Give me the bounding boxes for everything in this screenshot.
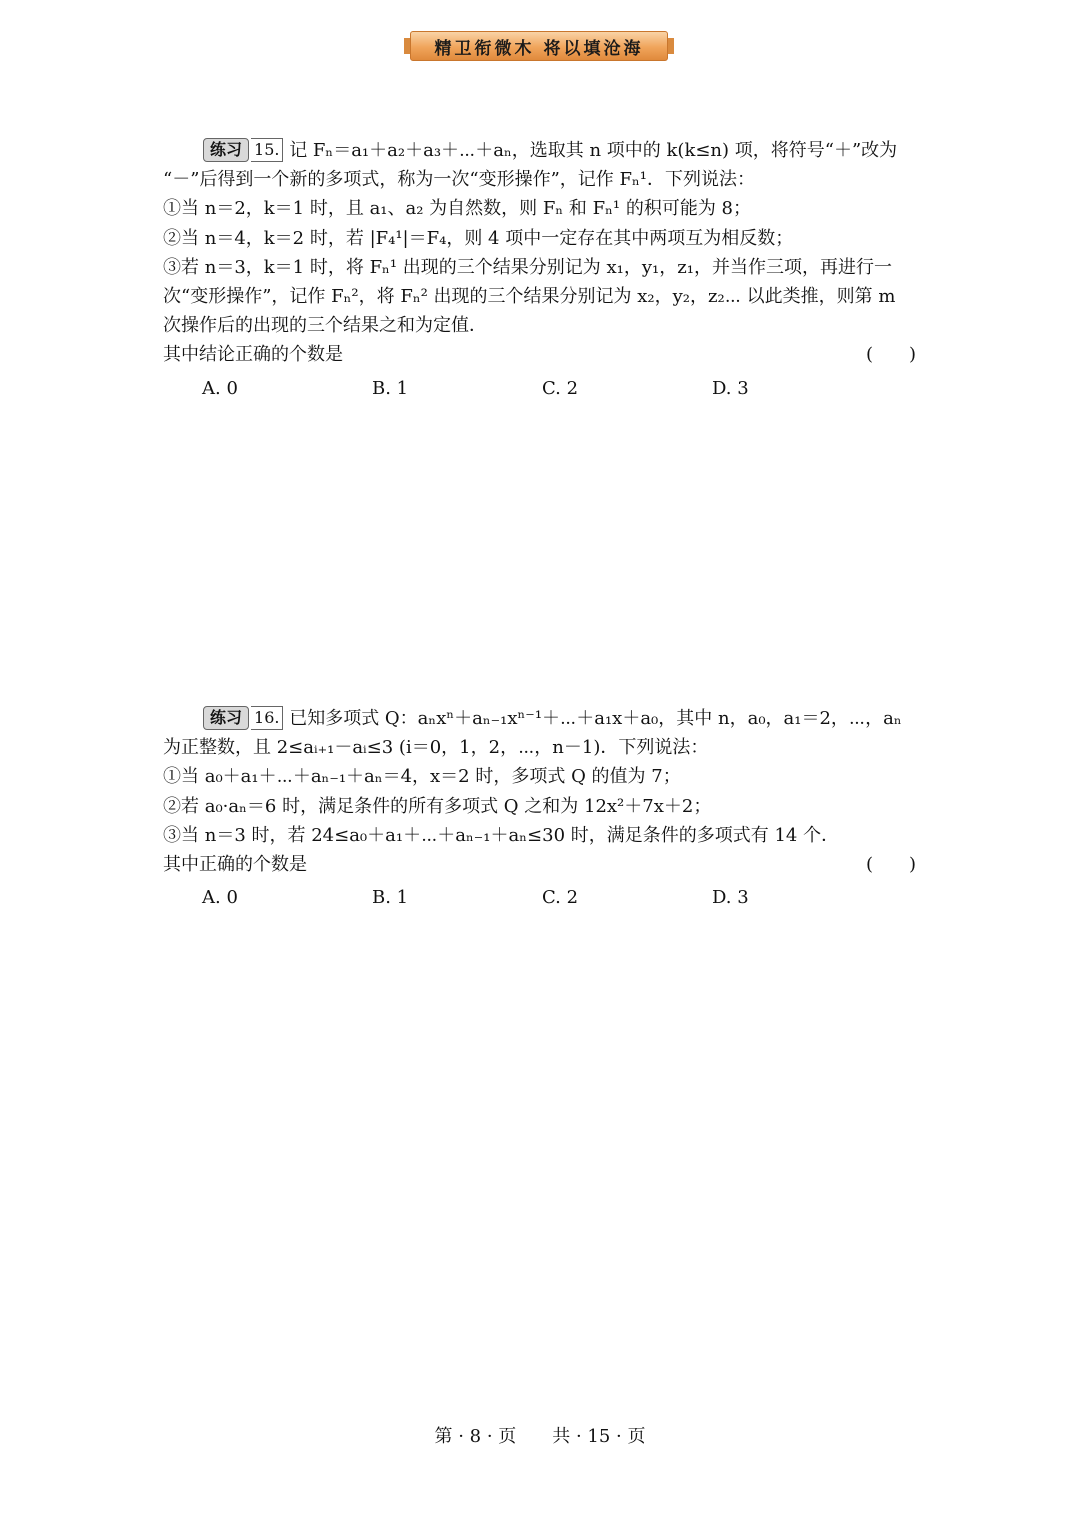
- question-number: 15.: [251, 138, 283, 162]
- question-first-line: [163, 704, 918, 733]
- statement-1: ①当 n＝2，k＝1 时，且 a₁、a₂ 为自然数，则 Fₙ 和 Fₙ¹ 的积可能为 8；: [163, 198, 752, 220]
- statement-3-cont: 次“变形操作”，记作 Fₙ²，将 Fₙ² 出现的三个结果分别记为 x₂，y₂，z₂⋯ 以此类推，则第 m: [163, 285, 896, 307]
- option-d: D. 3: [712, 377, 749, 399]
- option-c: C. 2: [542, 887, 579, 909]
- question-text-line: 记 Fₙ＝a₁＋a₂＋a₃＋⋯＋aₙ，选取其 n 项中的 k(k≤n) 项，将符号“＋”改为: [289, 140, 898, 161]
- question-text-line: 为正整数，且 2≤aᵢ₊₁－aᵢ≤3 (i＝0，1，2，⋯，n－1)．下列说法：: [163, 737, 709, 759]
- option-c: C. 2: [542, 377, 579, 399]
- option-d: D. 3: [712, 887, 749, 909]
- page-footer: 第 · 8 · 页 共 · 15 · 页: [434, 1426, 646, 1447]
- statement-3-cont: 次操作后的出现的三个结果之和为定值．: [163, 315, 487, 337]
- answer-options: [163, 374, 918, 403]
- option-b: B. 1: [372, 887, 409, 909]
- option-a: A. 0: [202, 887, 238, 909]
- statement-3: ③若 n＝3，k＝1 时，将 Fₙ¹ 出现的三个结果分别记为 x₁，y₁，z₁，并当作三项，再进行一: [163, 256, 892, 278]
- question-16: [163, 704, 918, 912]
- answer-blank: ( ): [865, 344, 916, 366]
- answer-blank: ( ): [865, 853, 916, 875]
- statement-1: ①当 a₀＋a₁＋⋯＋aₙ₋₁＋aₙ＝4，x＝2 时，多项式 Q 的值为 7；: [163, 766, 681, 788]
- option-b: B. 1: [372, 377, 409, 399]
- question-number: 16.: [251, 706, 283, 730]
- question-text-line: 已知多项式 Q：aₙxⁿ＋aₙ₋₁xⁿ⁻¹＋⋯＋a₁x＋a₀，其中 n，a₀，a₁＝2，⋯，aₙ: [289, 708, 902, 729]
- question-prompt: 其中结论正确的个数是: [163, 344, 343, 366]
- option-a: A. 0: [202, 377, 238, 399]
- statement-3: ③当 n＝3 时，若 24≤a₀＋a₁＋⋯＋aₙ₋₁＋aₙ≤30 时，满足条件的多项式有 14 个．: [163, 824, 840, 846]
- question-first-line: [163, 136, 918, 165]
- question-15: [163, 136, 918, 403]
- practice-tag: 练习: [203, 706, 249, 730]
- practice-tag: 练习: [203, 138, 249, 162]
- statement-2: ②若 a₀·aₙ＝6 时，满足条件的所有多项式 Q 之和为 12x²＋7x＋2；: [163, 795, 712, 817]
- question-prompt-line: [163, 340, 918, 369]
- question-prompt: 其中正确的个数是: [163, 853, 307, 875]
- statement-2: ②当 n＝4，k＝2 时，若 |F₄¹|＝F₄，则 4 项中一定存在其中两项互为相反数；: [163, 227, 794, 249]
- question-prompt-line: [163, 850, 918, 879]
- header-banner: 精卫衔微木 将以填沧海: [410, 31, 668, 61]
- question-text-line: “－”后得到一个新的多项式，称为一次“变形操作”，记作 Fₙ¹．下列说法：: [163, 169, 756, 191]
- answer-options: [163, 883, 918, 912]
